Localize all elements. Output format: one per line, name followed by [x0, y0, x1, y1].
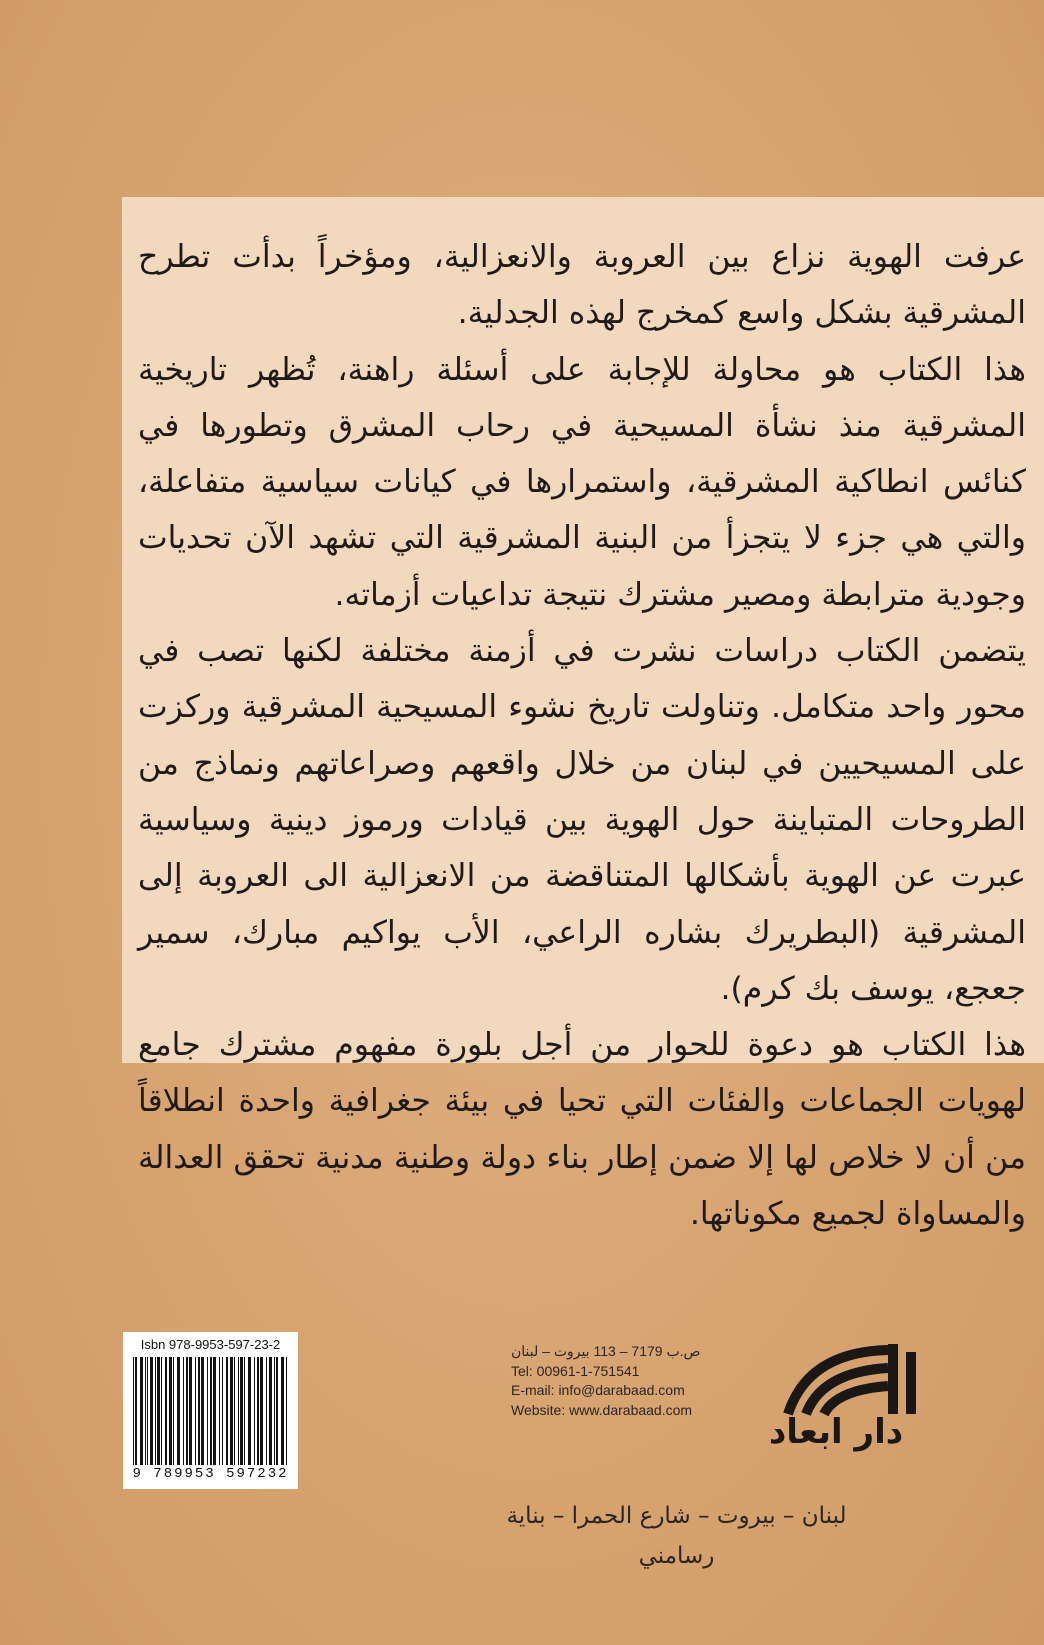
publisher-address: لبنان – بيروت – شارع الحمرا – بناية رسامني — [506, 1503, 847, 1569]
barcode-bar — [150, 1357, 153, 1465]
telephone: Tel: 00961-1-751541 — [511, 1362, 640, 1379]
barcode-bar — [254, 1357, 255, 1465]
barcode-bar — [189, 1357, 192, 1465]
blurb-paragraph-4: هذا الكتاب هو دعوة للحوار من أجل بلورة مفهوم مشترك جامع لهويات الجماعات والفئات التي تحيا في بيئة جغرافية واحدة انطلاقاً من أن لا خلاص لها إلا ضمن إطار بناء دولة وطنية مدنية تحقق العدالة والمساواة لجميع مكوناتها. — [138, 1027, 1026, 1233]
barcode-bar — [155, 1357, 156, 1465]
barcode-bar — [266, 1357, 267, 1465]
isbn-digits: 9 789953 597232 — [132, 1466, 289, 1482]
barcode-bar — [157, 1357, 160, 1465]
blurb-panel — [122, 197, 1044, 1233]
barcode-bar — [210, 1357, 212, 1465]
barcode-bar — [173, 1357, 174, 1465]
barcode-bar — [183, 1357, 184, 1465]
barcode-bar — [198, 1357, 200, 1465]
publisher-logo — [738, 1344, 934, 1458]
barcode-bar — [276, 1357, 278, 1465]
barcode-bar — [147, 1357, 148, 1465]
barcode-bar — [222, 1357, 223, 1465]
barcode-bar — [281, 1357, 284, 1465]
blurb-paragraph-3: يتضمن الكتاب دراسات نشرت في أزمنة مختلفة لكنها تصب في محور واحد متكامل. وتناولت تاريخ نشوء المسيحية المشرقية وركزت على المسيحيين في لبنان من خلال واقعهم وصراعاتهم ونماذج من الطروحات المتباينة حول الهوية بين قيادات ورموز دينية وسياسية عبرت عن الهوية بأشكالها المتناقضة من الانعزالية الى العروبة إلى المشرقية (البطريرك بشاره الراعي، الأب يواكيم مبارك، سمير جعجع، يوسف بك كرم). — [138, 633, 1026, 1007]
barcode-bar — [260, 1357, 263, 1465]
barcode-bar — [230, 1357, 233, 1465]
barcode-bar — [165, 1357, 167, 1465]
po-box: ص.ب 7179 – 113 بيروت – لبنان — [511, 1343, 701, 1359]
barcode-bar — [234, 1357, 235, 1465]
barcode-bar — [135, 1357, 137, 1465]
blurb-text — [138, 229, 1026, 1242]
barcode-bar — [186, 1357, 188, 1465]
email: E-mail: info@darabaad.com — [511, 1382, 685, 1398]
blurb-paragraph-2: هذا الكتاب هو محاولة للإجابة على أسئلة راهنة، تُظهر تاريخية المشرقية منذ نشأة المسيحية في رحاب المشرق وتطورها في كنائس انطاكية المشرقية، واستمرارها في كيانات سياسية متفاعلة، والتي هي جزء لا يتجزأ من البنية المشرقية التي تشهد الآن تحديات وجودية مترابطة ومصير مشترك نتيجة تداعيات أزماته. — [138, 351, 1026, 613]
isbn-label: Isbn 978-9953-597-23-2 — [140, 1337, 281, 1352]
barcode-bar — [169, 1357, 172, 1465]
isbn-barcode — [123, 1332, 298, 1489]
website: Website: www.darabaad.com — [511, 1401, 693, 1418]
barcode-bar — [244, 1357, 245, 1465]
barcode-bar — [238, 1357, 239, 1465]
barcode-bar — [177, 1357, 180, 1465]
publisher-contact — [511, 1342, 741, 1420]
barcode-bar — [161, 1357, 162, 1465]
barcode-bar — [248, 1357, 251, 1465]
barcode-bar — [269, 1357, 272, 1465]
barcode-bar — [145, 1357, 146, 1465]
barcode-bar — [201, 1357, 204, 1465]
barcode-bar — [257, 1357, 259, 1465]
barcode-bar — [286, 1357, 287, 1465]
barcode-bar — [213, 1357, 216, 1465]
logo-wordmark: دار ابعاد — [768, 1412, 904, 1452]
barcode-bar — [240, 1357, 243, 1465]
barcode-bar — [207, 1357, 208, 1465]
barcode-bar — [219, 1357, 220, 1465]
barcode-bar — [226, 1357, 228, 1465]
barcode-bar — [133, 1357, 134, 1465]
barcode-bars — [131, 1357, 290, 1465]
barcode-bar — [195, 1357, 196, 1465]
barcode-bar — [274, 1357, 275, 1465]
barcode-bar — [140, 1357, 143, 1465]
blurb-paragraph-1: عرفت الهوية نزاع بين العروبة والانعزالية، ومؤخراً بدأت تطرح المشرقية بشكل واسع كمخرج لهذه الجدلية. — [138, 239, 1026, 332]
